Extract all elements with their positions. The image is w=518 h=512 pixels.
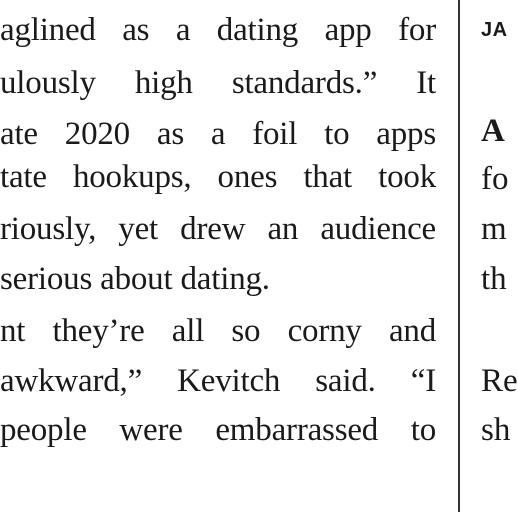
article-line: ate 2020 as a foil to apps xyxy=(0,116,436,152)
article-line: tate hookups, ones that took xyxy=(0,159,436,195)
article-line: ulously high standards.” It xyxy=(0,65,436,101)
drop-cap-line: A xyxy=(481,113,505,149)
section-kicker: JA xyxy=(481,19,508,41)
article-line: Re xyxy=(481,363,518,399)
article-line: sh xyxy=(481,412,511,448)
article-line: serious about dating. xyxy=(0,261,270,297)
article-line: nt they’re all so corny and xyxy=(0,313,436,349)
article-line: aglined as a dating app for xyxy=(0,12,436,48)
article-line: people were embarrassed to xyxy=(0,412,436,448)
article-line: awkward,” Kevitch said. “I xyxy=(0,363,436,399)
article-column-right xyxy=(459,0,518,512)
article-line: riously, yet drew an audience xyxy=(0,211,436,247)
article-line: m xyxy=(481,211,507,247)
article-line: th xyxy=(481,261,507,297)
article-line: fo xyxy=(481,161,509,197)
